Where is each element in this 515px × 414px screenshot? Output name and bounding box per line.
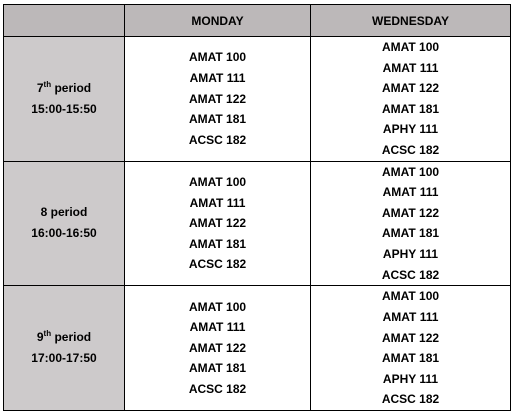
- course-code: AMAT 100: [188, 299, 247, 314]
- period-number: 9: [36, 330, 44, 345]
- period-suffix: th: [43, 329, 52, 339]
- monday-cell: [125, 37, 311, 162]
- course-code: AMAT 122: [381, 81, 440, 96]
- period-word: period: [47, 205, 88, 220]
- course-code: AMAT 181: [188, 361, 247, 376]
- course-code: AMAT 100: [381, 289, 440, 304]
- course-code: AMAT 181: [381, 226, 440, 241]
- period-word: period: [51, 330, 92, 345]
- period-time: 15:00-15:50: [31, 101, 97, 116]
- course-code: AMAT 181: [381, 351, 440, 366]
- period-row: [4, 286, 511, 411]
- course-code: AMAT 122: [188, 216, 247, 231]
- period-row: [4, 37, 511, 162]
- course-code: AMAT 111: [189, 70, 246, 85]
- period-number: 8: [40, 205, 48, 220]
- course-code: AMAT 100: [381, 40, 440, 55]
- monday-cell: [125, 286, 311, 411]
- course-code: APHY 111: [382, 247, 439, 262]
- course-code: APHY 111: [382, 371, 439, 386]
- course-code: ACSC 182: [381, 392, 440, 407]
- course-code: AMAT 122: [188, 340, 247, 355]
- wednesday-cell: [311, 161, 511, 286]
- course-code: AMAT 100: [188, 175, 247, 189]
- course-code: AMAT 111: [382, 185, 439, 200]
- course-code: AMAT 100: [381, 164, 440, 179]
- course-code: ACSC 182: [188, 132, 247, 147]
- period-cell: [4, 37, 125, 162]
- header-monday: MONDAY: [125, 5, 311, 37]
- course-code: AMAT 181: [381, 101, 440, 116]
- course-code: AMAT 111: [382, 309, 439, 324]
- period-time: 17:00-17:50: [31, 351, 97, 366]
- header-corner: [4, 5, 125, 37]
- header-wednesday: WEDNESDAY: [311, 5, 511, 37]
- schedule-table: [3, 4, 511, 411]
- course-code: AMAT 181: [188, 112, 247, 127]
- header-row: [4, 5, 511, 37]
- course-code: AMAT 111: [382, 60, 439, 75]
- course-code: AMAT 111: [189, 320, 246, 335]
- course-code: ACSC 182: [381, 267, 440, 282]
- period-cell: [4, 286, 125, 411]
- course-code: AMAT 122: [188, 91, 247, 106]
- wednesday-cell: [311, 286, 511, 411]
- period-cell: [4, 161, 125, 286]
- course-code: AMAT 122: [381, 330, 440, 345]
- period-word: period: [51, 80, 92, 95]
- period-number: 7: [36, 80, 44, 95]
- course-code: AMAT 122: [381, 205, 440, 220]
- course-code: AMAT 100: [188, 50, 247, 65]
- period-row: [4, 161, 511, 286]
- monday-cell: [125, 161, 311, 286]
- course-code: AMAT 181: [188, 236, 247, 251]
- course-code: ACSC 182: [188, 382, 247, 397]
- wednesday-cell: [311, 37, 511, 162]
- course-code: ACSC 182: [381, 143, 440, 158]
- course-code: APHY 111: [382, 122, 439, 137]
- course-code: ACSC 182: [188, 257, 247, 272]
- course-code: AMAT 111: [189, 195, 246, 210]
- period-suffix: th: [43, 79, 52, 89]
- period-time: 16:00-16:50: [31, 226, 97, 241]
